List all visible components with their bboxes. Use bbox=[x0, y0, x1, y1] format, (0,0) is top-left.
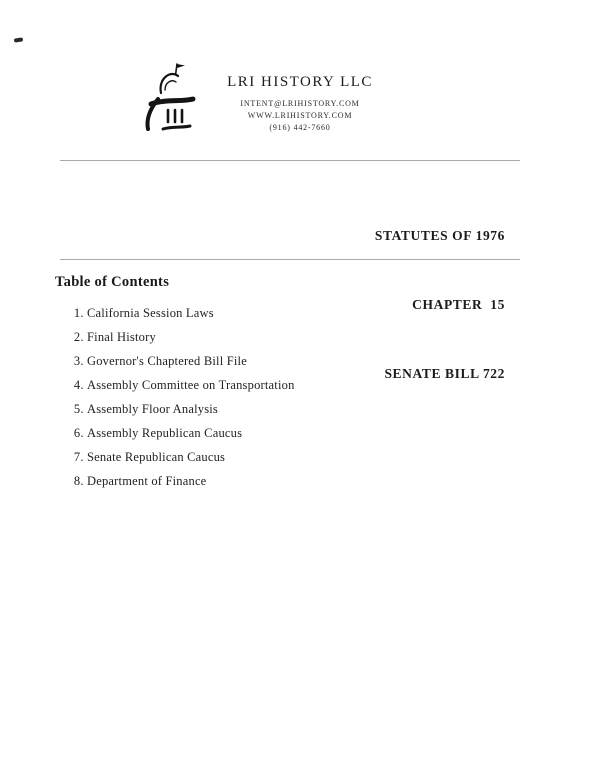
toc-list bbox=[55, 306, 475, 498]
capitol-logo-icon bbox=[138, 58, 208, 140]
scan-artifact bbox=[14, 37, 23, 42]
toc-item: 1. California Session Laws bbox=[87, 306, 475, 320]
company-name: LRI HISTORY LLC bbox=[227, 74, 373, 90]
toc-item: 2. Final History bbox=[87, 330, 475, 344]
toc-item: 7. Senate Republican Caucus bbox=[87, 450, 475, 464]
toc-item: 8. Department of Finance bbox=[87, 474, 475, 488]
toc-item: 4. Assembly Committee on Transportation bbox=[87, 378, 475, 392]
company-phone: (916) 442-7660 bbox=[269, 123, 331, 132]
toc-item: 5. Assembly Floor Analysis bbox=[87, 402, 475, 416]
letterhead bbox=[200, 74, 400, 134]
chapter-line: CHAPTER 15 bbox=[412, 297, 505, 312]
toc-heading: Table of Contents bbox=[55, 274, 170, 290]
statutes-line: STATUTES OF 1976 bbox=[374, 228, 505, 243]
toc-item: 6. Assembly Republican Caucus bbox=[87, 426, 475, 440]
horizontal-rule-top bbox=[60, 160, 520, 161]
company-website: WWW.LRIHISTORY.COM bbox=[247, 111, 353, 120]
toc-item: 3. Governor's Chaptered Bill File bbox=[87, 354, 475, 368]
horizontal-rule-bottom bbox=[60, 259, 520, 260]
senate-bill-line: SENATE BILL 722 bbox=[384, 366, 505, 381]
company-email: INTENT@LRIHISTORY.COM bbox=[240, 99, 360, 108]
